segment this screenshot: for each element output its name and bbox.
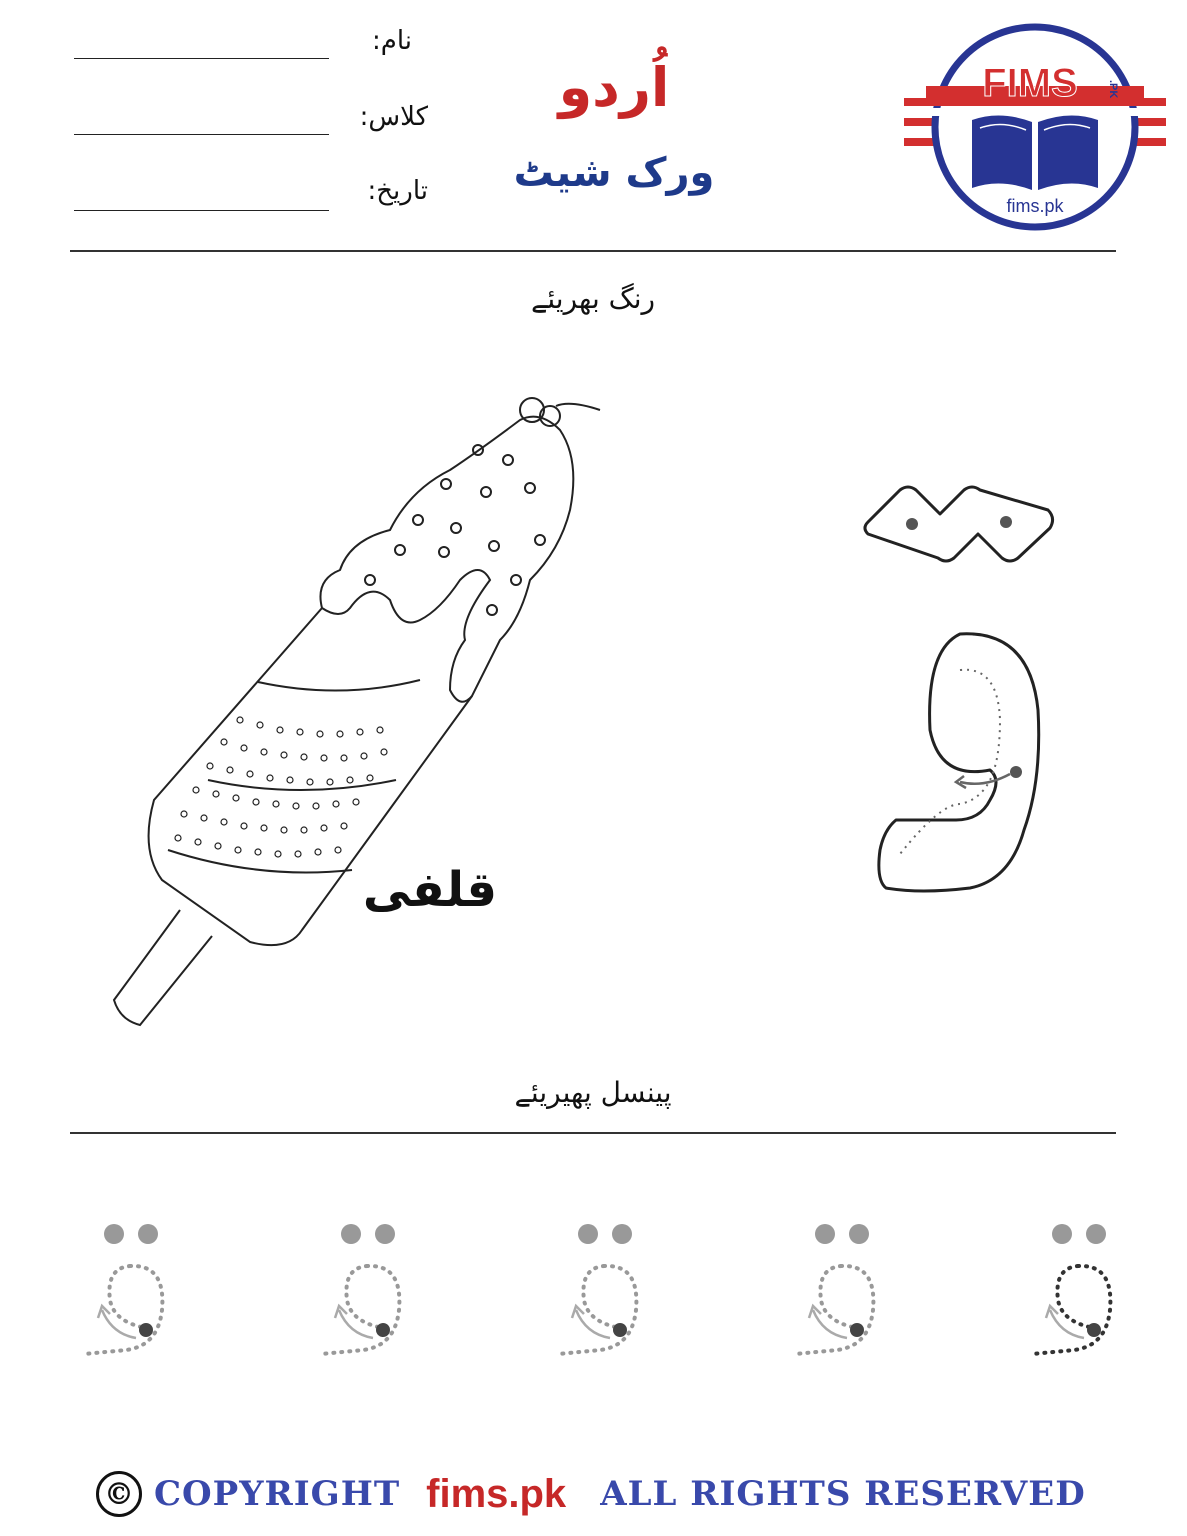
tracing-title: پینسل پھیریئے (514, 1076, 672, 1109)
trace-letter-4[interactable] (781, 1210, 891, 1370)
page-subtitle: ورک شیٹ (513, 150, 715, 196)
footer (96, 1468, 1126, 1520)
trace-letter-3[interactable] (544, 1210, 654, 1370)
trace-letter-1[interactable] (70, 1210, 180, 1370)
date-label: تاریخ: (367, 176, 428, 206)
open-book-icon (972, 115, 1098, 192)
fims-logo (900, 20, 1170, 238)
footer-copyright: COPYRIGHT (154, 1474, 401, 1514)
picture-word: قلفی (362, 862, 498, 918)
tracing-row (70, 1210, 1130, 1370)
class-line (74, 134, 329, 135)
trace-letter-2[interactable] (307, 1210, 417, 1370)
header-divider (70, 250, 1116, 252)
logo-brand: FIMS (982, 61, 1078, 105)
footer-rights: ALL RIGHTS RESERVED (600, 1474, 1086, 1514)
footer-site-link[interactable]: fims.pk (426, 1471, 567, 1516)
logo-site: fims.pk (1006, 196, 1064, 216)
date-field[interactable] (74, 178, 434, 218)
name-field[interactable] (74, 26, 414, 70)
class-label: کلاس: (359, 102, 428, 132)
name-line (74, 58, 329, 59)
name-label: نام: (371, 26, 412, 56)
logo-suffix: .PK (1107, 80, 1119, 99)
date-line (74, 210, 329, 211)
letter-dots (906, 516, 1022, 778)
tracing-divider (70, 1132, 1116, 1134)
coloring-title: رنگ بھریئے (530, 282, 656, 315)
kulfi-ice-cream-icon (100, 380, 620, 1040)
page-title: اُردو (558, 56, 670, 119)
big-letter-qaf (860, 470, 1070, 910)
class-field[interactable] (74, 104, 434, 144)
trace-letter-5[interactable] (1018, 1210, 1128, 1370)
copyright-icon: © (96, 1471, 142, 1517)
